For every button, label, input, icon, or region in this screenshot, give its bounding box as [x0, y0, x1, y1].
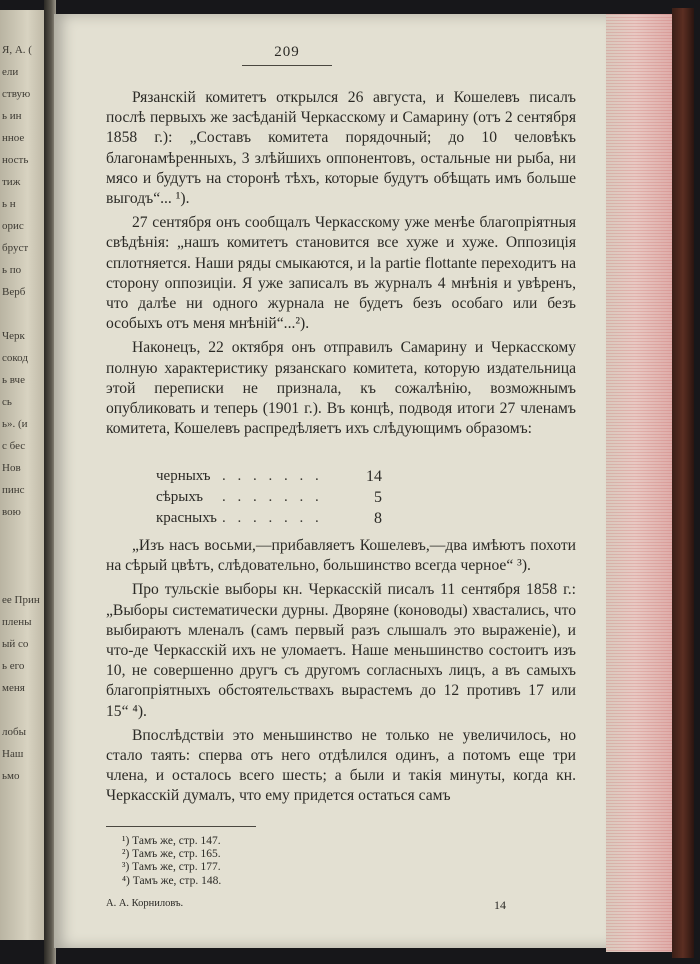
left-page-fragment: с бес: [2, 440, 26, 452]
left-page-fragment: нное: [2, 132, 25, 144]
left-page-fragment: [2, 308, 46, 322]
footnote: ³) Тамъ же, стр. 177.: [122, 861, 221, 874]
left-page-fragment: [2, 528, 46, 542]
left-page-fragment: Черк: [2, 330, 25, 342]
left-page-fragment: ь вче: [2, 374, 25, 386]
main-text-bottom: [106, 536, 576, 807]
left-page-fragment: ь». (и: [2, 418, 28, 430]
left-page-fragment: сь: [2, 396, 12, 408]
tally-dots: . . . . . . .: [222, 468, 323, 484]
left-page-fragment: ь по: [2, 264, 22, 276]
left-page-fragment: Я, А. (: [2, 44, 32, 56]
left-page-fragment: ность: [2, 154, 29, 166]
page-number-rule: [242, 65, 332, 66]
left-page-fragment: плены: [2, 616, 32, 628]
left-page-fragment: ьмо: [2, 770, 20, 782]
tally-dots: . . . . . . .: [222, 489, 323, 505]
left-page-fragment: ствую: [2, 88, 31, 100]
tally-name: сѣрыхъ: [156, 489, 204, 505]
left-page-fragment: [2, 572, 46, 586]
left-page-fragment: меня: [2, 682, 25, 694]
signature-line: [106, 898, 576, 913]
book-cover: [672, 8, 694, 958]
left-page-fragment: вою: [2, 506, 21, 518]
footnote: ¹) Тамъ же, стр. 147.: [122, 835, 221, 847]
left-page-fragment: Наш: [2, 748, 24, 760]
tally-row: [156, 508, 416, 529]
left-page-fragment: Верб: [2, 286, 26, 298]
member-tally: [156, 466, 416, 529]
paragraph: Рязанскій комитетъ открылся 26 августа, и Кошелевъ писалъ послѣ первыхъ же засѣданій Черкасскому и Самарину (отъ 2 сентября 1858 г.): „Составъ комитета порядочный; до 10 человѣкъ благонамѣренныхъ, 3 злѣйшихъ оппонентовъ, остальные ни рыба, ни мясо и будутъ на сторонѣ тѣхъ, которые будутъ обѣщать имъ больше выгодъ“... ¹).: [106, 89, 576, 208]
page-block-edges: [606, 14, 678, 952]
left-page-fragment: ь его: [2, 660, 25, 672]
left-page-fragment: тиж: [2, 176, 21, 188]
paragraph: Про тульскіе выборы кн. Черкасскій писалъ 11 сентября 1858 г.: „Выборы систематически дурны. Дворяне (коноводы) хвастались, что выбираютъ мленалъ (самъ первый разъ слышалъ это выраженіе), и что-де Черкасскій ихъ не уломаетъ. Наше меньшинство состоитъ изъ 10, не совершенно другъ съ другомъ согласныхъ лицъ, а въ самыхъ благопріятныхъ обстоятельствахъ вырастемъ до 12 противъ 17 или 15“ ⁴).: [106, 581, 576, 720]
left-page-fragment: ее Прин: [2, 594, 40, 606]
paragraph: „Изъ насъ восьми,—прибавляетъ Кошелевъ,—два имѣютъ похоти на сѣрый цвѣтъ, слѣдовательно, большинство всегда черное“ ³).: [106, 537, 576, 575]
left-page-fragment: ь н: [2, 198, 16, 210]
left-page-fragment: [2, 704, 46, 718]
footnote: ⁴) Тамъ же, стр. 148.: [122, 874, 222, 887]
tally-count: 5: [374, 489, 382, 506]
sheet-number: 14: [494, 898, 506, 912]
paragraph: Наконецъ, 22 октября онъ отправилъ Самарину и Черкасскому полную характеристику рязанскаго комитета, которую издательница этой переписки не признала, къ сожалѣнію, возможнымъ опубликовать и теперь (1901 г.). Въ концѣ, подводя итоги 27 членамъ комитета, Кошелевъ распредѣляетъ ихъ слѣдующимъ образомъ:: [106, 339, 576, 438]
left-page-fragment: [2, 550, 46, 564]
main-text-top: [106, 88, 576, 439]
paragraph: Впослѣдствіи это меньшинство не только не увеличилось, но стало таять: сперва отъ него отдѣлился одинъ, а потомъ еще три члена, и осталось всего шесть; а были и такія минуты, когда кн. Черкасскій думалъ, что ему придется остаться самъ: [106, 726, 576, 805]
left-page-fragment: орис: [2, 220, 24, 232]
paragraph: 27 сентября онъ сообщалъ Черкасскому уже менѣе благопріятныя свѣдѣнія: „нашъ комитетъ становится все хуже и хуже. Оппозиція сплотняется. Наши ряды смыкаются, и la partie flottante переходитъ на сторону оппозиціи. Я уже записалъ въ журналъ 4 мнѣнія и увѣренъ, что далѣе ни одного журнала не будетъ безъ особаго или безъ особыхъ отъ меня мнѣній“...²).: [106, 214, 576, 333]
tally-dots: . . . . . . .: [222, 510, 323, 526]
left-page-edge: [0, 10, 46, 940]
author-signature: А. А. Корниловъ.: [106, 898, 184, 909]
left-page-fragment: Нов: [2, 462, 21, 474]
footnote-rule: [106, 826, 256, 827]
left-page-fragment: ели: [2, 66, 19, 78]
tally-count: 8: [374, 510, 382, 527]
page-number: 209: [274, 44, 300, 60]
left-page-fragment: бруст: [2, 242, 29, 254]
book-page: [54, 14, 610, 948]
tally-count: 14: [366, 468, 382, 485]
left-page-fragment: ый со: [2, 638, 29, 650]
left-page-fragment: ь ин: [2, 110, 22, 122]
left-page-fragment: пинс: [2, 484, 25, 496]
tally-row: [156, 487, 416, 508]
left-page-fragment: сокод: [2, 352, 28, 364]
tally-name: черныхъ: [156, 468, 211, 484]
footnote: ²) Тамъ же, стр. 165.: [122, 848, 221, 861]
left-page-fragment: лобы: [2, 726, 26, 738]
footnotes: [106, 826, 576, 888]
tally-row: [156, 466, 416, 487]
tally-name: красныхъ: [156, 510, 217, 526]
